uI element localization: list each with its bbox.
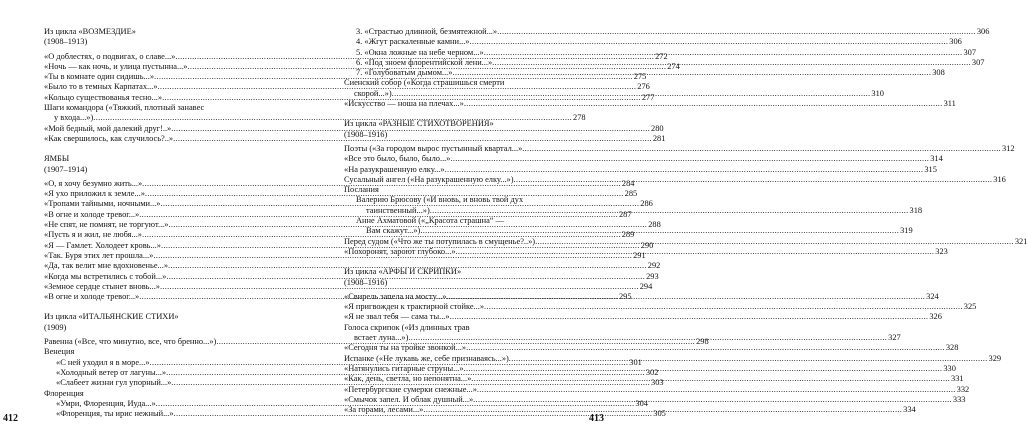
section-gap [344, 109, 582, 119]
toc-page-number: 308 [932, 68, 945, 78]
toc-entry-row [44, 113, 586, 123]
toc-entry-title: «Земное сердце стынет вновь...» [44, 281, 160, 291]
toc-leader-dots [509, 354, 988, 364]
toc-entry-row [344, 185, 582, 195]
toc-page-number: 316 [993, 174, 1006, 184]
toc-entry-title: 5. «Окна ложные на небе черном...» [356, 47, 484, 57]
toc-entry-title: «Я не звал тебя — сама ты...» [344, 312, 450, 322]
toc-page-number: 311 [943, 99, 956, 109]
toc-entry-line: Шаги командора («Тяжкий, плотный занавес [44, 103, 205, 113]
toc-entry-title: Перед судом («Что же ты потупилась в смущенье?..») [344, 236, 536, 246]
toc-page-number: 310 [871, 88, 884, 98]
toc-entry-title: 7. «Голубоватым дымом...» [356, 68, 453, 78]
toc-page-number: 302 [645, 367, 659, 377]
toc-page-number: 281 [652, 133, 666, 143]
toc-entry-title: «Пусть я и жил, не любя...» [44, 230, 142, 240]
toc-leader-dots [450, 154, 929, 164]
toc-page-number: 291 [633, 250, 646, 260]
toc-entry-row [344, 312, 942, 322]
toc-entry[interactable] [344, 99, 956, 109]
toc-leader-dots [473, 395, 952, 405]
toc-page-number: 328 [945, 343, 959, 353]
toc-page-number: 274 [667, 61, 680, 71]
section-header: Из цикла «РАЗНЫЕ СТИХОТВОРЕНИЯ» [344, 119, 494, 129]
toc-leader-dots [470, 37, 949, 47]
toc-leader-dots [445, 165, 924, 175]
toc-entry-title: «Слабеет жизни гул упорный...» [56, 378, 172, 388]
toc-leader-dots [464, 99, 943, 109]
toc-page-number: 331 [951, 374, 964, 384]
toc-entry-title: скорой...») [354, 88, 392, 98]
toc-entry-title: «Смычок запел. И облак душный...» [344, 394, 474, 404]
toc-entry[interactable] [44, 261, 661, 271]
section-header: Из цикла «АРФЫ И СКРИПКИ» [344, 267, 462, 277]
toc-entry-title: «На разукрашенную елку...» [344, 164, 445, 174]
toc-entry-title: «Свирель запела на мосту...» [344, 291, 447, 301]
toc-entry-title: «Когда мы встретились с тобой...» [44, 271, 167, 281]
toc-page-number: 275 [633, 72, 647, 82]
toc-page-number: 315 [924, 164, 937, 174]
toc-leader-dots [446, 292, 925, 302]
toc-entry-title: «Не спят, не помнят, не торгуют...» [44, 220, 169, 230]
section-header: (1908–1916) [344, 129, 388, 139]
toc-page-number: 292 [647, 261, 661, 271]
toc-entry-title: «Ты в комнате один сидишь...» [44, 72, 155, 82]
section-header: (1909) [44, 322, 67, 332]
toc-entry-row [356, 37, 962, 47]
toc-entry-title: «Все это было, было, было...» [344, 154, 451, 164]
toc-entry-title: Сусальный ангел («На разукрашенную елку...») [344, 174, 514, 184]
toc-leader-dots [466, 343, 945, 353]
toc-entry-row [344, 302, 977, 312]
section-header: (1908–1916) [344, 277, 388, 287]
section-gap [44, 302, 270, 312]
toc-entry[interactable] [44, 347, 270, 357]
toc-leader-dots [471, 374, 950, 384]
toc-entry-title: «Тропами тайными, ночными...» [44, 199, 161, 209]
toc-leader-dots [522, 144, 1001, 154]
section-header: Из цикла «ВОЗМЕЗДИЕ» [44, 27, 136, 36]
toc-entry[interactable] [344, 343, 959, 353]
toc-leader-dots [492, 58, 971, 68]
toc-entry[interactable] [344, 154, 943, 164]
toc-leader-dots [423, 405, 902, 415]
toc-leader-dots [452, 68, 931, 78]
toc-leader-dots [464, 364, 943, 374]
toc-entry-title: «Было то в темных Карпатах...» [44, 82, 158, 92]
toc-entry-title: «Да, так велит мне вдохновенье...» [44, 261, 169, 271]
section-gap [344, 257, 582, 267]
toc-leader-dots [477, 385, 956, 395]
toc-entry[interactable] [344, 384, 970, 395]
toc-entry-row [344, 154, 943, 164]
toc-page-number: 321 [1014, 236, 1027, 246]
toc-entry-line: Анне Ахматовой («„Красота страшна“ — [356, 216, 504, 226]
toc-entry-title: 4. «Жгут раскаленные камни...» [356, 37, 470, 47]
toc-page-number: 314 [930, 154, 943, 164]
toc-entry-title: «Мой бедный, мой далекий друг!..» [44, 123, 172, 133]
toc-entry-title: Послания [344, 185, 379, 195]
toc-page-number: 305 [653, 409, 666, 419]
toc-entry-title: «Флоренция, ты ирис нежный...» [56, 409, 174, 419]
toc-page-number: 306 [976, 27, 990, 36]
section-header: (1907–1914) [44, 164, 88, 174]
toc-page-number: 324 [926, 291, 939, 301]
toc-entry-row [44, 261, 661, 271]
toc-entry[interactable] [344, 302, 977, 312]
toc-entry-title: «О, я хочу безумно жить...» [44, 178, 143, 188]
toc-entry-title: «Так. Буря этих лет прошла...» [44, 250, 154, 260]
toc-entry-row [344, 343, 959, 353]
toc-entry-title: «Как свершилось, как случилось?..» [44, 133, 174, 143]
toc-page-number: 319 [900, 226, 913, 236]
toc-entry[interactable] [344, 37, 962, 47]
toc-page-number: 284 [621, 178, 635, 188]
toc-entry-title: «Петербургские сумерки снежные...» [344, 384, 477, 394]
toc-entry-title: Вам скажут...») [366, 226, 421, 236]
section-header: (1908–1913) [44, 37, 88, 47]
toc-entry-row [344, 143, 1015, 154]
toc-entry-title: у входа...») [54, 113, 94, 123]
toc-page-number: 277 [641, 92, 655, 102]
toc-entry-title: «Я ухо приложил к земле...» [44, 189, 145, 199]
toc-page-number: 298 [696, 337, 709, 347]
toc-page-number: 307 [963, 47, 976, 57]
toc-page-number: 318 [909, 205, 923, 215]
toc-page-number: 330 [943, 363, 956, 373]
toc-page-number: 272 [655, 51, 668, 61]
toc-entry[interactable] [344, 164, 937, 175]
toc-entry-title: «Как, день, светла, но непонятна...» [344, 374, 472, 384]
toc-entry[interactable] [344, 27, 990, 37]
toc-page-number: 295 [618, 292, 632, 302]
toc-page-number: 278 [573, 113, 586, 123]
toc-entry-title: таинственный...») [366, 205, 430, 215]
toc-leader-dots [456, 247, 935, 257]
toc-entry-title: Флоренция [44, 388, 84, 398]
toc-entry-title: Венеция [44, 347, 75, 357]
section-header: ЯМБЫ [44, 154, 70, 164]
toc-leader-dots [392, 89, 871, 99]
toc-entry-title: «Ночь — как ночь, и улица пустынна...» [44, 61, 188, 71]
toc-entry-title: «Кольцо существованья тесно...» [44, 92, 163, 102]
toc-leader-dots [497, 27, 976, 37]
toc-entry-title: «О доблестях, о подвигах, о славе...» [44, 51, 176, 61]
toc-entry-title: «С ней уходил я в море...» [56, 357, 150, 367]
toc-entry-row [44, 389, 270, 399]
toc-leader-dots [408, 333, 887, 343]
left-page-number: 412 [3, 413, 18, 424]
right-page-number: 413 [589, 413, 604, 424]
toc-page-number: 333 [952, 394, 966, 404]
toc-page-number: 306 [949, 37, 962, 47]
toc-entry-title: Испанке («Не лукавь же, себе признаваясь...») [344, 353, 509, 363]
toc-leader-dots [450, 312, 929, 322]
toc-page-number: 290 [640, 240, 654, 250]
section-gap [44, 144, 270, 154]
toc-page-number: 325 [963, 302, 977, 312]
toc-page-number: 301 [629, 357, 642, 367]
toc-page-number: 287 [618, 209, 632, 219]
toc-entry-title: 6. «Под зноем флорентийской лени...» [356, 57, 493, 67]
toc-page-number: 312 [1002, 143, 1015, 153]
toc-entry-title: «Сегодня ты на тройке звонкой...» [344, 343, 467, 353]
toc-page-number: 289 [621, 230, 635, 240]
toc-entry-title: «В огне и холоде тревог...» [44, 292, 140, 302]
toc-entry-row [344, 164, 937, 175]
toc-page-number: 332 [956, 384, 970, 394]
toc-page-number: 326 [929, 312, 942, 322]
toc-entry-line: Сиенский собор («Когда страшишься смерти [344, 78, 505, 88]
toc-entry-title: «Похоронят, зароют глубоко...» [344, 246, 456, 256]
toc-leader-dots [430, 206, 909, 216]
toc-page-number: 288 [648, 220, 661, 230]
toc-page-number: 285 [624, 189, 638, 199]
toc-entry-title: 3. «Страстью длинной, безмятежной...» [356, 27, 498, 36]
toc-entry-title: «В огне и холоде тревог...» [44, 209, 140, 219]
toc-entry-title: «Натянулись гитарные струны...» [344, 363, 464, 373]
toc-entry-row [356, 27, 990, 37]
toc-entry-title: Поэты («За городом вырос пустынный квартал...» [344, 143, 523, 153]
toc-leader-dots [514, 175, 993, 185]
toc-entry-row [344, 99, 956, 109]
toc-entry-title: Равенна («Все, что минутно, все, что бренно...») [44, 337, 217, 347]
toc-page-number: 276 [637, 82, 650, 92]
toc-entry-title: «Умри, Флоренция, Иуда...» [56, 398, 156, 408]
toc-entry-row [344, 384, 970, 395]
toc-entry-line: Валерию Брюсову («И вновь, и вновь твой дух [356, 195, 524, 205]
toc-page-number: 303 [651, 378, 664, 388]
toc-page-number: 294 [639, 281, 653, 291]
toc-entry[interactable] [44, 389, 270, 399]
toc-leader-dots [420, 226, 899, 236]
toc-page-number: 323 [935, 246, 948, 256]
toc-page-number: 327 [888, 333, 901, 343]
toc-entry-title: «Я — Гамлет. Холодеет кровь...» [44, 240, 161, 250]
toc-entry-title: «Искусство — ноша на плечах...» [344, 99, 464, 109]
toc-page-number: 334 [903, 405, 916, 415]
toc-page-number: 293 [646, 271, 659, 281]
toc-leader-dots [484, 48, 963, 58]
toc-entry-title: «Я пригвожден к трактирной стойке...» [344, 302, 485, 312]
toc-entry[interactable] [344, 185, 582, 195]
toc-leader-dots [535, 237, 1014, 247]
toc-entry-title: «Холодный ветер от лагуны...» [56, 367, 167, 377]
toc-page-number: 304 [635, 398, 648, 408]
toc-page-number: 329 [988, 353, 1002, 363]
toc-page-number: 307 [971, 57, 985, 67]
toc-entry-row [44, 347, 270, 357]
toc-page-number: 286 [640, 199, 653, 209]
toc-leader-dots [484, 302, 963, 312]
toc-entry-title: встает луна...») [354, 333, 409, 343]
toc-entry[interactable] [344, 143, 1015, 154]
toc-entry[interactable] [344, 312, 942, 322]
section-header: Из цикла «ИТАЛЬЯНСКИЕ СТИХИ» [44, 312, 179, 322]
toc-entry-line: Голоса скрипок («Из длинных трав [344, 322, 470, 332]
toc-page-number: 280 [651, 123, 664, 133]
toc-entry-title: «За горами, лесами...» [344, 405, 424, 415]
